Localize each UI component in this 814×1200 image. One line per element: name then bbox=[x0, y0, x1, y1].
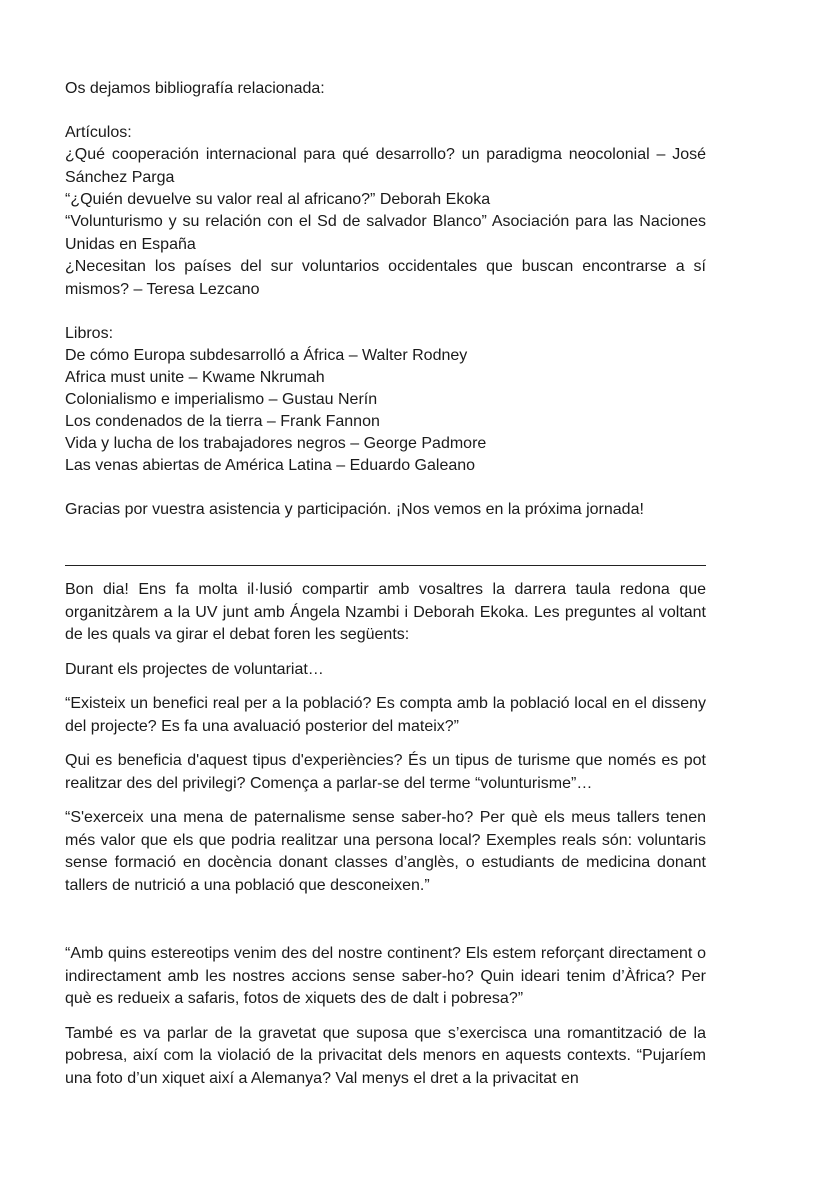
paragraph: També es va parlar de la gravetat que suposa que s’exercisca una romantització de la pobresa, així com la violació de la privacitat dels menors en aquests contexts. “Pujaríem una foto d’un xiquet així a Alemanya? Val menys el dret a la privacitat en bbox=[65, 1024, 706, 1087]
book-item: De cómo Europa subdesarrolló a África – Walter Rodney bbox=[65, 347, 468, 364]
paragraph: “Existeix un benefici real per a la població? Es compta amb la població local en el disseny del projecte? Es fa una avaluació posterior del mateix?” bbox=[65, 695, 706, 735]
articles-heading: Artículos: bbox=[65, 124, 132, 141]
book-item: Vida y lucha de los trabajadores negros – George Padmore bbox=[65, 435, 487, 452]
catalan-section bbox=[65, 579, 706, 1102]
paragraph: Qui es beneficia d'aquest tipus d'experiències? És un tipus de turisme que només es pot realitzar des del privilegi? Comença a parlar-se del terme “volunturisme”… bbox=[65, 752, 706, 792]
paragraph: “S'exerceix una mena de paternalisme sense saber-ho? Per què els meus tallers tenen més valor que els que podria realitzar una persona local? Exemples reals són: voluntaris sense formació en docència donant classes d’anglès, o estudiants de medicina donant tallers de nutrició a una població que desconeixen.” bbox=[65, 809, 706, 894]
article-item: ¿Qué cooperación internacional para qué desarrollo? un paradigma neocolonial – José Sánchez Parga bbox=[65, 146, 706, 186]
article-item: ¿Necesitan los países del sur voluntarios occidentales que buscan encontrarse a sí mismos? – Teresa Lezcano bbox=[65, 258, 706, 298]
book-item: Africa must unite – Kwame Nkrumah bbox=[65, 369, 325, 386]
paragraph: Durant els projectes de voluntariat… bbox=[65, 660, 324, 678]
thanks-text: Gracias por vuestra asistencia y participación. ¡Nos vemos en la próxima jornada! bbox=[65, 501, 644, 518]
paragraph: Bon dia! Ens fa molta il·lusió compartir amb vosaltres la darrera taula redona que organitzàrem a la UV junt amb Ángela Nzambi i Deborah Ekoka. Les preguntes al voltant de les quals va girar el debat foren les següents: bbox=[65, 581, 706, 643]
section-divider bbox=[65, 565, 706, 566]
bibliography-section bbox=[65, 78, 706, 521]
paragraph: “Amb quins estereotips venim des del nostre continent? Els estem reforçant directament o indirectament amb les nostres accions sense saber-ho? Quin ideari tenim d’Àfrica? Per què es redueix a safaris, fotos de xiquets des de dalt i pobresa?” bbox=[65, 945, 706, 1007]
article-item: “¿Quién devuelve su valor real al africano?” Deborah Ekoka bbox=[65, 191, 491, 208]
book-item: Las venas abiertas de América Latina – Eduardo Galeano bbox=[65, 457, 476, 474]
intro-text: Os dejamos bibliografía relacionada: bbox=[65, 80, 325, 97]
books-heading: Libros: bbox=[65, 325, 114, 342]
article-item: “Volunturismo y su relación con el Sd de salvador Blanco” Asociación para las Naciones Unidas en España bbox=[65, 213, 706, 253]
book-item: Los condenados de la tierra – Frank Fannon bbox=[65, 413, 380, 430]
book-item: Colonialismo e imperialismo – Gustau Nerín bbox=[65, 391, 378, 408]
